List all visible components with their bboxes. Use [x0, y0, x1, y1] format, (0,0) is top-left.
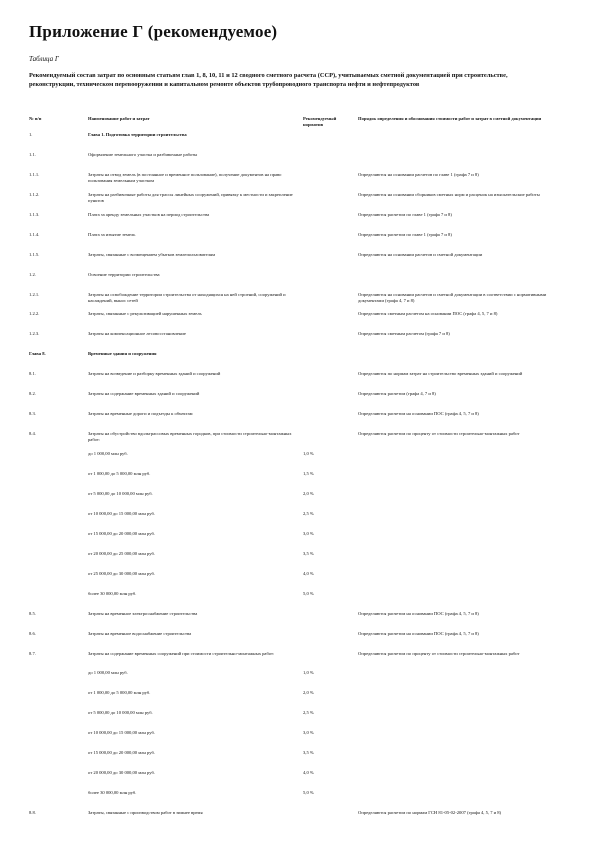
row-number: 8.3.	[29, 411, 36, 417]
row-name: от 1 000,00 до 5 000,00 млн руб.	[88, 471, 151, 477]
row-order: Определяются расчетом по главе 1 (графа 7 и 8)	[358, 211, 452, 217]
header-col-order: Порядок определения и обоснования стоимости работ и затрат в сметной документации	[358, 116, 542, 121]
row-name: Затраты, связанные с возмещением убытков землепользователям	[88, 251, 216, 257]
row-norm: 3,5 %	[303, 750, 314, 756]
row-number: 1.1.3.	[29, 211, 40, 217]
row-name: Затраты на временное водоснабжение строительства	[88, 630, 192, 636]
row-number: 1.1.1.	[29, 171, 40, 177]
row-number: 1.2.2.	[29, 311, 40, 317]
row-order: Определяются на основании расчетов и сметной документации	[358, 251, 483, 257]
page-title: Приложение Г (рекомендуемое)	[29, 22, 278, 41]
row-name: более 30 000,00 млн руб.	[88, 590, 137, 596]
row-norm: 4,0 %	[303, 770, 314, 776]
row-name: от 15 000,00 до 20 000,00 млн руб.	[88, 750, 155, 756]
row-number: 8.6.	[29, 630, 36, 636]
row-number: 1.1.	[29, 151, 36, 157]
row-name: Затраты, связанные с производством работ в зимнее время	[88, 810, 203, 816]
row-order: Определяются расчетом по проценту от стоимости строительно-монтажных работ	[358, 431, 520, 437]
row-number: 1.2.1.	[29, 291, 40, 297]
row-name: до 1 000,00 млн руб.	[88, 451, 128, 457]
row-norm: 3,0 %	[303, 730, 314, 736]
row-number: 8.5.	[29, 610, 36, 616]
row-order: Определяются расчетом (графа 4, 7 и 8)	[358, 391, 436, 397]
row-norm: 1,5 %	[303, 471, 314, 477]
row-number: 8.4.	[29, 431, 36, 437]
row-order: Определяются расчетом на основании ПОС (графа 4, 5, 7 и 8)	[358, 411, 479, 417]
row-name: Затраты на освобождение территории строительства от находящихся на ней строений, сооружений и насаждений, вынос сетей	[88, 291, 286, 303]
row-norm: 3,5 %	[303, 550, 314, 556]
row-number: 1.2.	[29, 271, 36, 277]
row-order: Определяются расчетом на основании ПОС (графа 4, 5, 7 и 8)	[358, 630, 479, 636]
row-number: 1.1.2.	[29, 191, 40, 197]
row-order: Определяются расчетом по главе 1 (графа 7 и 8)	[358, 231, 452, 237]
row-name: Затраты, связанные с рекультивацией нарушенных земель	[88, 311, 202, 317]
row-norm: 4,0 %	[303, 570, 314, 576]
header-col-name: Наименование работ и затрат	[88, 116, 150, 121]
row-name: от 5 000,00 до 10 000,00 млн руб.	[88, 490, 153, 496]
row-number: Глава 8.	[29, 351, 46, 357]
row-order: Определяются на основании сборников сметных норм и расценок на изыскательские работы	[358, 191, 540, 197]
row-number: 8.8.	[29, 810, 36, 816]
row-order: Определяются расчетом по нормам ГСН 81-05-02-2007 (графа 4, 5, 7 и 8)	[358, 810, 502, 816]
row-name: Оформление земельного участка и разбивочные работы	[88, 151, 198, 157]
row-norm: 1,0 %	[303, 451, 314, 457]
row-name: Плата за аренду земельных участков на период строительства	[88, 211, 210, 217]
row-order: Определяются сметным расчетом (графа 7 и 8)	[358, 331, 450, 337]
table-intro: Рекомендуемый состав затрат по основным статьям глав 1, 8, 10, 11 и 12 сводного сметного расчета (ССР), учитываемых сметной документацией при строительстве, реконструкции, техническом перевооружении и капитальном ремонте объектов трубопроводного транспорта нефти и нефтепродуктов	[29, 72, 508, 88]
row-name: до 1 000,00 млн руб.	[88, 670, 128, 676]
row-name: Затраты на содержание временных зданий и сооружений	[88, 391, 200, 397]
table-label: Таблица Г	[29, 55, 59, 63]
row-order: Определяются расчетом по проценту от стоимости строительно-монтажных работ	[358, 650, 520, 656]
row-number: 1.1.4.	[29, 231, 40, 237]
row-order: Определяются расчетом на основании ПОС (графа 4, 5, 7 и 8)	[358, 610, 479, 616]
header-col-norm: Рекомендуемый норматив	[303, 116, 337, 128]
row-number: 8.7.	[29, 650, 36, 656]
row-name: от 20 000,00 до 30 000,00 млн руб.	[88, 770, 155, 776]
row-name: от 25 000,00 до 30 000,00 млн руб.	[88, 570, 155, 576]
row-number: 8.2.	[29, 391, 36, 397]
header-col-number: № п/п	[29, 116, 42, 121]
row-name: от 15 000,00 до 20 000,00 млн руб.	[88, 530, 155, 536]
row-name: Затраты на обустройство вдольтрассовых временных городков, при стоимости строительно-монтажных работ:	[88, 431, 292, 443]
row-name: Затраты на компенсационное лесовосстановление	[88, 331, 186, 337]
row-norm: 5,0 %	[303, 590, 314, 596]
row-name: Затраты на разбивочные работы для трассы линейных сооружений, привязку к местности и закрепление пунктов	[88, 191, 293, 204]
row-norm: 2,5 %	[303, 510, 314, 516]
row-norm: 2,0 %	[303, 690, 314, 696]
row-number: 1.2.3.	[29, 331, 40, 337]
row-name: более 30 000,00 млн руб.	[88, 790, 137, 796]
row-name: от 20 000,00 до 25 000,00 млн руб.	[88, 550, 155, 556]
row-number: 1.1.5.	[29, 251, 40, 257]
row-name: Затраты на возведение и разборку временных зданий и сооружений	[88, 371, 221, 377]
row-name: Затраты на содержание временных сооружений при стоимости строительно-монтажных работ:	[88, 650, 275, 656]
row-norm: 1,0 %	[303, 670, 314, 676]
row-name: Затраты на временное электроснабжение строительства	[88, 610, 198, 616]
row-name: от 5 000,00 до 10 000,00 млн руб.	[88, 710, 153, 716]
row-order: Определяются сметным расчетом на основании ПОС (графа 4, 5, 7 и 8)	[358, 311, 498, 317]
row-name: Глава 1. Подготовка территории строительства	[88, 132, 187, 137]
row-name: Освоение территории строительства	[88, 271, 160, 277]
row-norm: 3,0 %	[303, 530, 314, 536]
row-norm: 2,0 %	[303, 490, 314, 496]
row-name: от 1 000,00 до 5 000,00 млн руб.	[88, 690, 151, 696]
row-name: от 10 000,00 до 15 000,00 млн руб.	[88, 510, 155, 516]
row-order: Определяются на основании расчетов по главе 1 (графа 7 и 8)	[358, 171, 479, 177]
row-name: Затраты на отвод земель (в постоянное и временное пользование), получение документов на право пользования земельным участком	[88, 171, 282, 184]
row-order: Определяются по нормам затрат на строительство временных зданий и сооружений	[358, 371, 523, 377]
row-number: 1.	[29, 132, 33, 137]
row-norm: 5,0 %	[303, 790, 314, 796]
row-name: Затраты на временные дороги и подъезды к объектам	[88, 411, 193, 417]
row-name: от 10 000,00 до 15 000,00 млн руб.	[88, 730, 155, 736]
row-norm: 2,5 %	[303, 710, 314, 716]
row-name: Временные здания и сооружения	[88, 351, 157, 357]
row-order: Определяются на основании расчетов и сметной документации в соответствии с нормативными документами (графа 4, 7 и 8)	[358, 291, 547, 303]
row-name: Плата за изъятие земель	[88, 231, 136, 237]
row-number: 8.1.	[29, 371, 36, 377]
